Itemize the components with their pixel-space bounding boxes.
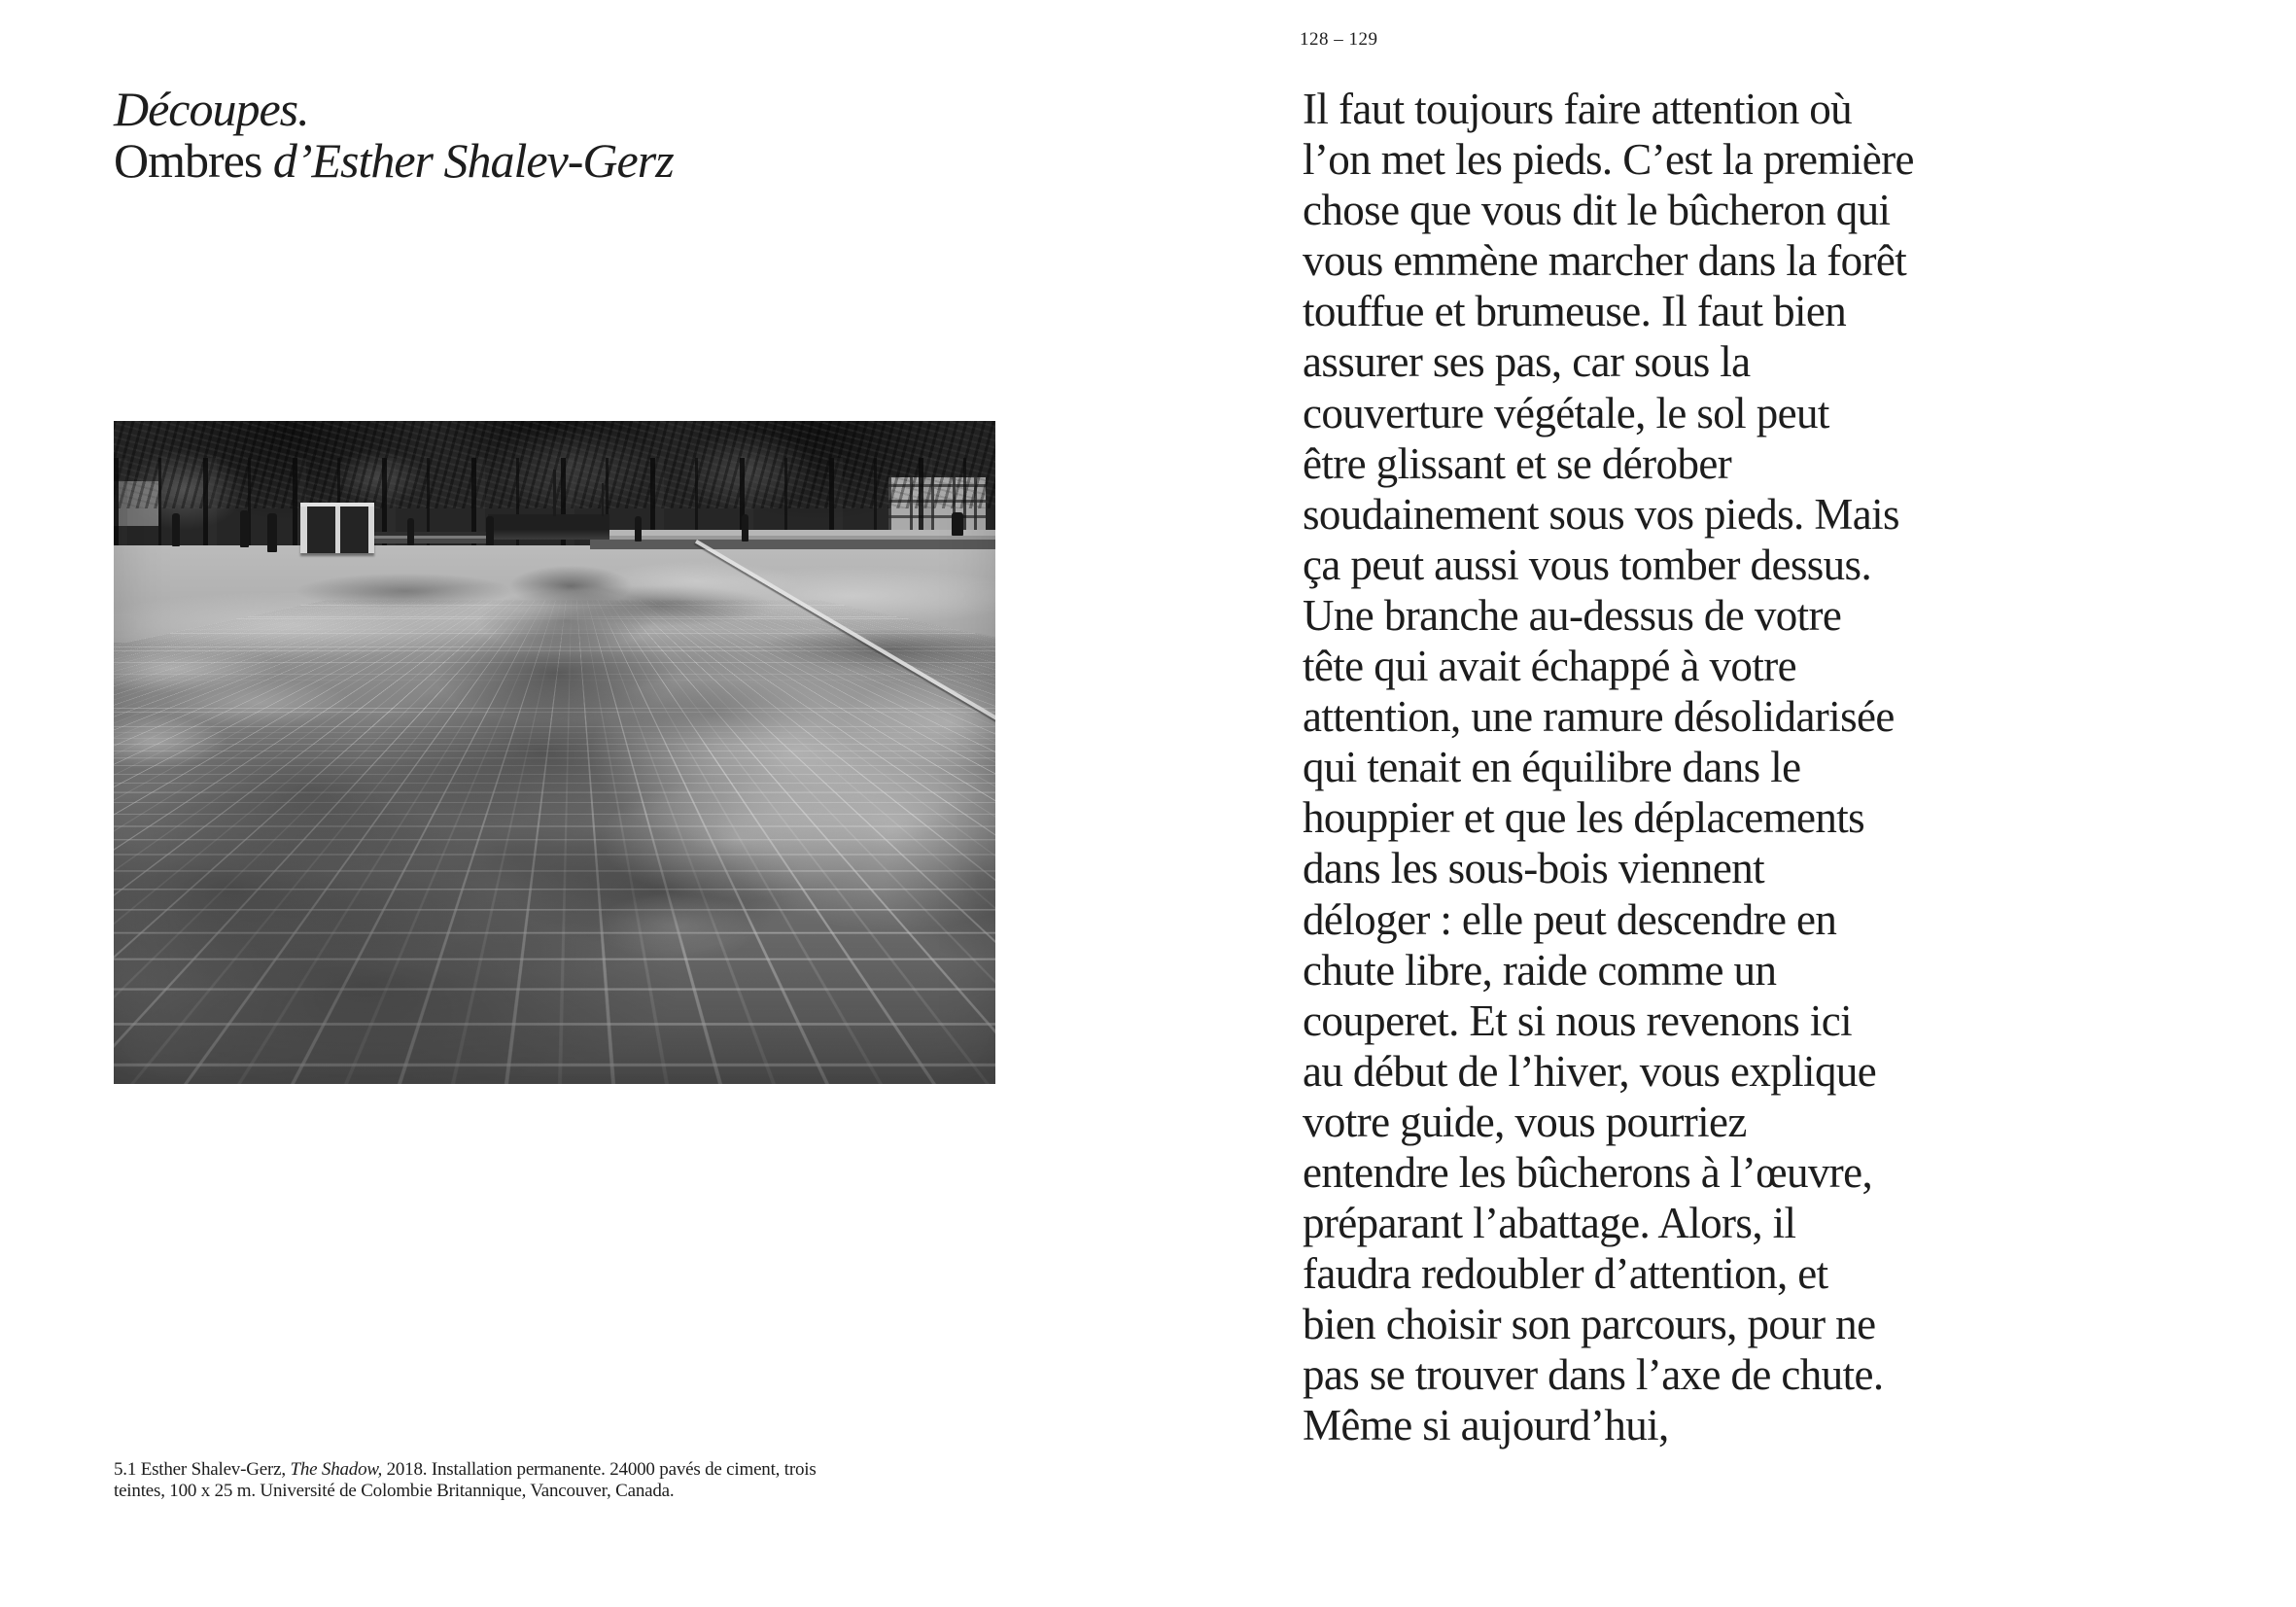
title-line2-roman: Ombres: [114, 133, 273, 188]
text-line: tête qui avait échappé à votre: [1303, 642, 1796, 691]
caption-prefix: 5.1 Esther Shalev-Gerz,: [114, 1459, 291, 1480]
text-line: couperet. Et si nous revenons ici: [1303, 996, 1853, 1045]
pedestrian: [407, 518, 414, 545]
text-line: vous emmène marcher dans la forêt: [1303, 236, 1907, 286]
pedestrian: [486, 516, 494, 545]
text-line: préparant l’abattage. Alors, il: [1303, 1199, 1796, 1248]
pedestrian: [172, 513, 180, 546]
title-work-name: Découpes.: [114, 82, 309, 136]
page-number: 128 – 129: [1300, 29, 1378, 50]
text-line: Même si aujourd’hui,: [1303, 1401, 1669, 1450]
text-line: soudainement sous vos pieds. Mais: [1303, 489, 1899, 539]
text-line: au début de l’hiver, vous explique: [1303, 1046, 1877, 1096]
text-line: Il faut toujours faire attention où: [1303, 85, 1853, 133]
installation-photo: [114, 421, 995, 1084]
text-line: déloger : elle peut descendre en: [1303, 894, 1837, 944]
caption-line-1: [114, 1459, 817, 1481]
body-text-column: [1303, 84, 1914, 1451]
title-line-1: [114, 84, 674, 135]
pedestrian: [952, 512, 963, 536]
text-line: pas se trouver dans l’axe de chute.: [1303, 1350, 1884, 1400]
title-artist-name: d’Esther Shalev-Gerz: [272, 133, 674, 188]
text-line: votre guide, vous pourriez: [1303, 1097, 1747, 1146]
pedestrian: [742, 514, 748, 541]
title-line-2: [114, 135, 674, 187]
text-line: être glissant et se dérober: [1303, 438, 1732, 488]
text-line: ça peut aussi vous tomber dessus.: [1303, 540, 1872, 589]
caption-details: 2018. Installation permanente. 24000 pavés de ciment, trois: [382, 1459, 817, 1480]
plaza-wall: [590, 530, 995, 549]
caption-line-2: teintes, 100 x 25 m. Université de Colombie Britannique, Vancouver, Canada.: [114, 1480, 675, 1501]
text-line: assurer ses pas, car sous la: [1303, 337, 1751, 387]
plaza-steps: [488, 514, 609, 540]
text-line: entendre les bûcherons à l’œuvre,: [1303, 1147, 1873, 1197]
text-line: bien choisir son parcours, pour ne: [1303, 1300, 1876, 1349]
page-title: [114, 84, 674, 187]
text-line: dans les sous-bois viennent: [1303, 844, 1764, 893]
kiosk: [300, 503, 374, 553]
caption-work-title: The Shadow,: [290, 1459, 383, 1480]
text-line: chute libre, raide comme un: [1303, 945, 1777, 995]
pedestrian: [267, 513, 277, 552]
text-line: touffue et brumeuse. Il faut bien: [1303, 287, 1847, 336]
text-line: houppier et que les déplacements: [1303, 793, 1865, 843]
text-line: Une branche au-dessus de votre: [1303, 590, 1842, 640]
text-line: faudra redoubler d’attention, et: [1303, 1249, 1828, 1299]
lamp-post: [602, 483, 604, 516]
text-line: couverture végétale, le sol peut: [1303, 388, 1829, 437]
pedestrian: [240, 510, 249, 547]
text-line: l’on met les pieds. C’est la première: [1303, 135, 1914, 185]
text-line: chose que vous dit le bûcheron qui: [1303, 186, 1891, 235]
pedestrian: [635, 516, 642, 541]
text-line: attention, une ramure désolidarisée: [1303, 692, 1895, 742]
photo-caption: [114, 1459, 817, 1501]
text-line: qui tenait en équilibre dans le: [1303, 743, 1801, 792]
lamp-post: [553, 470, 556, 516]
